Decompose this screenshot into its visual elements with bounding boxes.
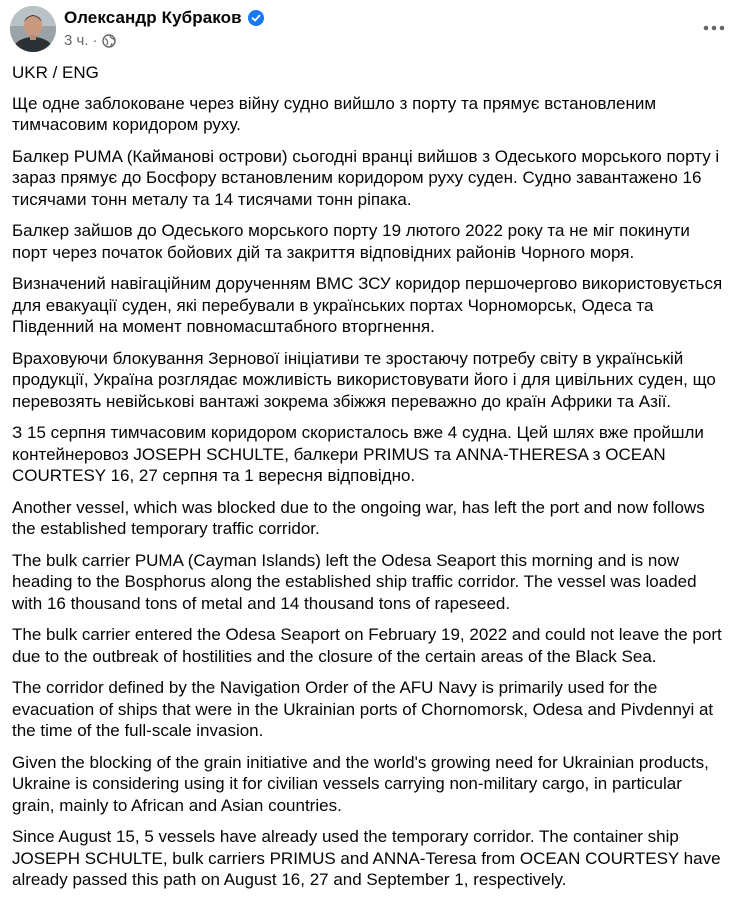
post-paragraph: The corridor defined by the Navigation Order of the AFU Navy is primarily used for the evacuation of ships that were in the Ukrainian ports of Chornomorsk, Odesa and Pivdennyi at the time of the full-scale invasion. [12,678,714,740]
author-name[interactable]: Олександр Кубраков [64,8,242,27]
post-paragraph: З 15 серпня тимчасовим коридором скористалось вже 4 судна. Цей шлях вже пройшли контейнеровоз JOSEPH SCHULTE, балкери PRIMUS та ANNA-THERESA з OCEAN COURTESY 16, 27 серпня та 1 вересня відповідно. [12,423,704,485]
post-paragraph: UKR / ENG [12,63,99,82]
post-timestamp[interactable]: 3 ч. [64,32,89,49]
post-header [10,6,730,54]
author-line [64,8,264,28]
globe-icon[interactable] [102,34,116,48]
post-paragraph: Ще одне заблоковане через війну судно вийшло з порту та прямує встановленим тимчасовим коридором руху. [12,93,657,134]
post-paragraph: Враховуючи блокування Зернової ініціативи те зростаючу потребу світу в українській продукції, Україна розглядає можливість використовувати його і для цивільних суден, що перевозять невійськові вантажі зокрема збіжжя переважно до країн Африки та Азії. [12,348,716,411]
post-body [12,62,728,901]
post-paragraph: The bulk carrier PUMA (Cayman Islands) left the Odesa Seaport this morning and is now heading to the Bosphorus along the established ship traffic corridor. The vessel was loaded with 16 thousand tons of metal and 14 thousand tons of rapeseed. [12,550,697,613]
post-paragraph: Another vessel, which was blocked due to the ongoing war, has left the port and now follows the established temporary traffic corridor. [12,497,705,538]
verified-badge-icon [248,10,264,26]
more-options-icon [703,25,725,31]
post-paragraph: Given the blocking of the grain initiative and the world's growing need for Ukrainian products, Ukraine is considering using it for civilian vessels carrying non-military cargo, in particular grain, mainly to African and Asian countries. [12,752,709,815]
post-paragraph: Since August 15, 5 vessels have already used the temporary corridor. The container ship JOSEPH SCHULTE, bulk carriers PRIMUS and ANNA-Teresa from OCEAN COURTESY have already passed this path on August 16, 27 and September 1, respectively. [12,827,721,889]
more-options-button[interactable] [700,14,728,42]
post-paragraph: Балкер зайшов до Одеського морського порту 19 лютого 2022 року та не міг покинути порт через початок бойових дій та закриття відповідних районів Чорного моря. [12,221,690,262]
post-paragraph: Балкер PUMA (Кайманові острови) сьогодні вранці вийшов з Одеського морського порту і зараз прямує до Босфору встановленим коридором руху суден. Судно завантажено 16 тисячами тонн металу та 14 тисячами тонн ріпака. [12,146,720,209]
post-meta [64,32,116,49]
post-paragraph: Визначений навігаційним дорученням ВМС ЗСУ коридор першочергово використовується для евакуації суден, які перебували в українських портах Чорноморськ, Одеса та Південний на момент повномасштабного вторгнення. [12,274,723,336]
meta-separator: · [92,32,98,49]
post-paragraph: The bulk carrier entered the Odesa Seaport on February 19, 2022 and could not leave the port due to the outbreak of hostilities and the closure of the certain areas of the Black Sea. [12,625,722,666]
author-avatar[interactable] [10,6,56,52]
avatar-photo [10,6,56,52]
